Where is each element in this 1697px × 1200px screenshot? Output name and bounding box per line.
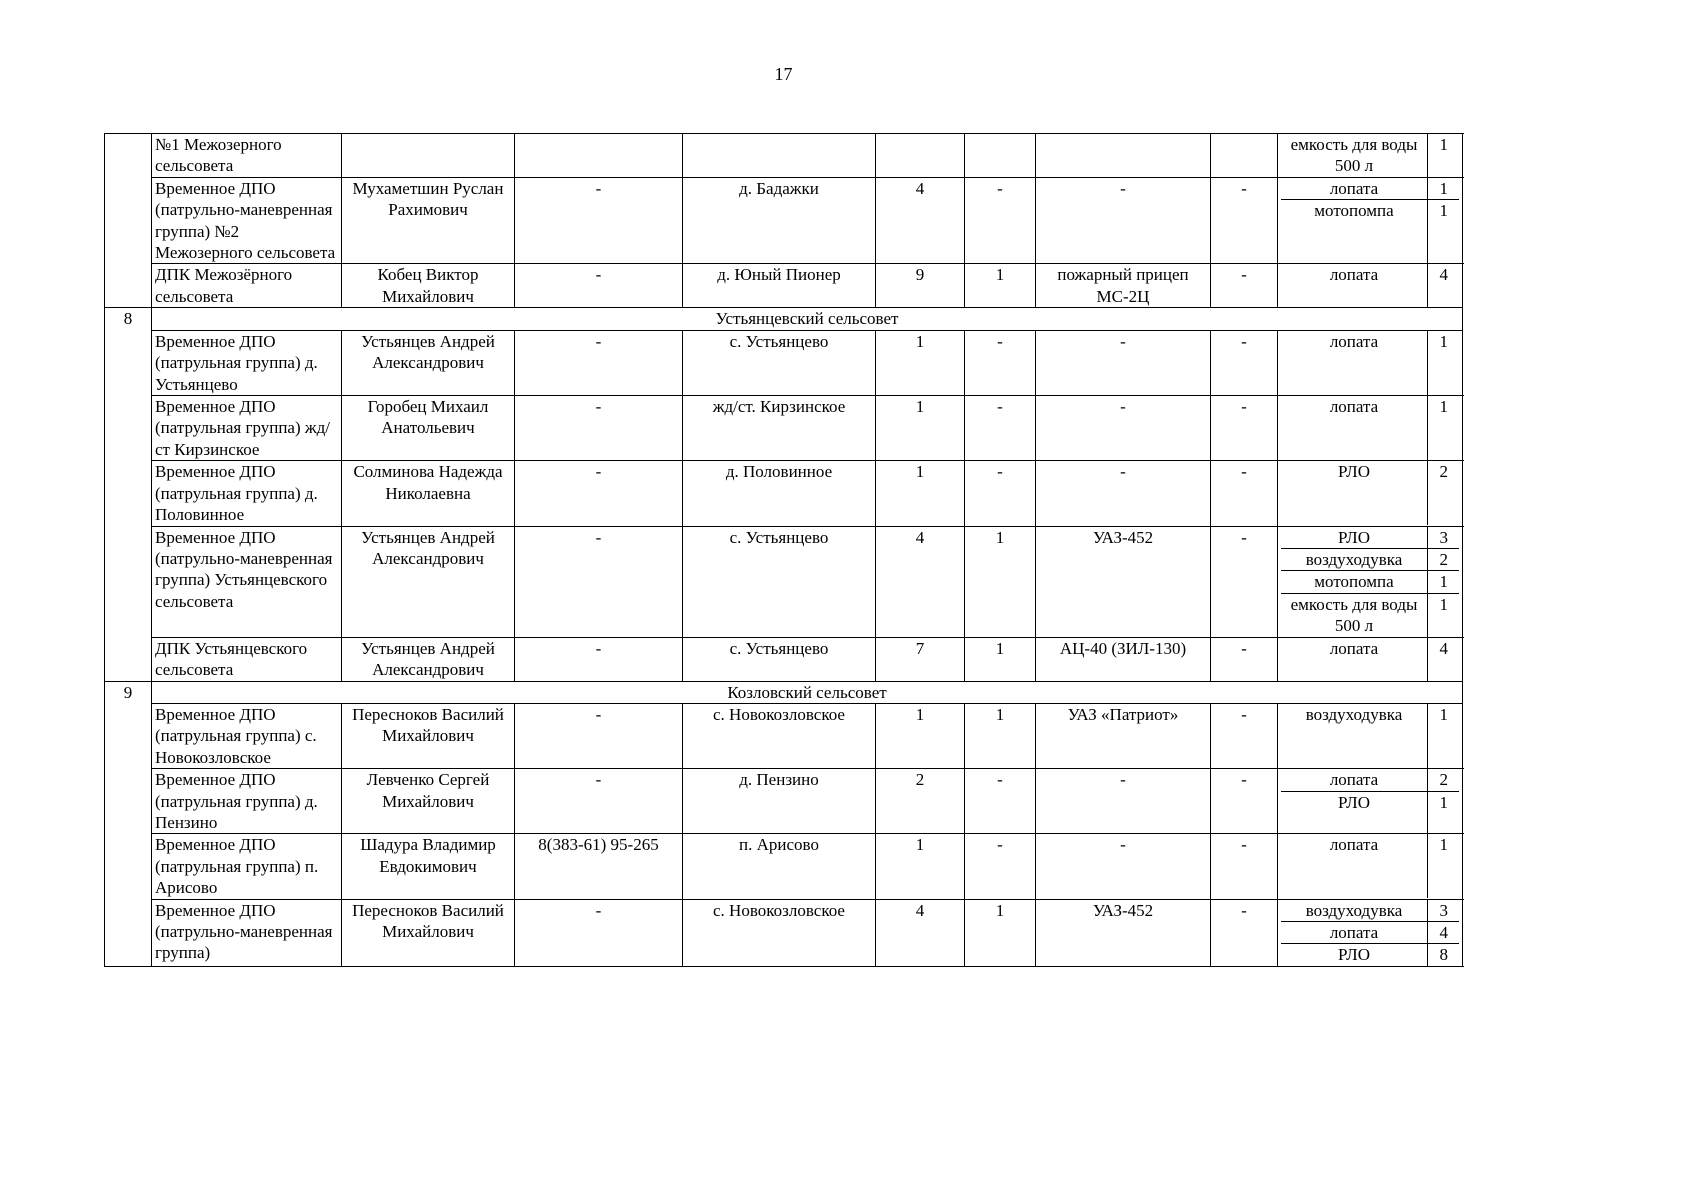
unit-name-cell: Временное ДПО (патрульно-маневренная группа) №2 Межозерного сельсовета — [152, 177, 342, 264]
location-cell: д. Половинное — [683, 461, 876, 526]
location-cell: д. Юный Пионер — [683, 264, 876, 308]
inventory-item-name: лопата — [1281, 769, 1428, 790]
inventory-cell — [1278, 526, 1463, 637]
head-name-cell: Устьянцев Андрей Александрович — [342, 330, 515, 395]
phone-cell: 8(383-61) 95-265 — [515, 834, 683, 899]
staff-count-cell: 2 — [876, 769, 965, 834]
location-cell: д. Бадажки — [683, 177, 876, 264]
section-number: 9 — [105, 681, 152, 966]
inventory-cell — [1278, 834, 1463, 899]
head-name-cell: Кобец Виктор Михайлович — [342, 264, 515, 308]
phone-cell: - — [515, 703, 683, 768]
inventory-item-name: лопата — [1281, 178, 1428, 199]
inventory-item-name: РЛО — [1281, 944, 1428, 965]
inventory-item-name: РЛО — [1281, 527, 1428, 548]
head-name-cell: Левченко Сергей Михайлович — [342, 769, 515, 834]
inventory-item — [1281, 792, 1459, 833]
table-row — [105, 461, 1463, 526]
head-name-cell: Мухаметшин Руслан Рахимович — [342, 177, 515, 264]
inventory-item-name: мотопомпа — [1281, 200, 1428, 263]
vehicle-count-cell — [965, 134, 1036, 178]
unit-name-cell: ДПК Межозёрного сельсовета — [152, 264, 342, 308]
unit-name-cell: Временное ДПО (патрульная группа) д. Пензино — [152, 769, 342, 834]
staff-count-cell: 1 — [876, 396, 965, 461]
vehicle-count-cell: 1 — [965, 703, 1036, 768]
extra-cell: - — [1211, 526, 1278, 637]
inventory-list — [1281, 396, 1459, 460]
table-row — [105, 526, 1463, 637]
inventory-item-qty: 1 — [1439, 792, 1448, 812]
inventory-item-qty: 3 — [1439, 900, 1448, 920]
inventory-item — [1281, 200, 1459, 263]
phone-cell: - — [515, 330, 683, 395]
vehicle-cell: - — [1036, 769, 1211, 834]
inventory-list — [1281, 638, 1459, 681]
table-row — [105, 834, 1463, 899]
unit-name-cell: Временное ДПО (патрульно-маневренная группа) — [152, 899, 342, 966]
inventory-item-name: воздуходувка — [1281, 704, 1428, 768]
head-name-cell: Шадура Владимир Евдокимович — [342, 834, 515, 899]
inventory-item-qty: 2 — [1439, 462, 1448, 482]
phone-cell: - — [515, 526, 683, 637]
table-row — [105, 177, 1463, 264]
inventory-list — [1281, 331, 1459, 395]
inventory-item-qty: 1 — [1439, 704, 1448, 724]
head-name-cell: Горобец Михаил Анатольевич — [342, 396, 515, 461]
extra-cell: - — [1211, 396, 1278, 461]
head-name-cell: Солминова Надежда Николаевна — [342, 461, 515, 526]
unit-name-cell: Временное ДПО (патрульная группа) жд/ст Кирзинское — [152, 396, 342, 461]
inventory-cell — [1278, 134, 1463, 178]
vehicle-count-cell: - — [965, 834, 1036, 899]
vehicle-count-cell: 1 — [965, 637, 1036, 681]
vehicle-cell: УАЗ «Патриот» — [1036, 703, 1211, 768]
phone-cell: - — [515, 177, 683, 264]
inventory-item — [1281, 571, 1459, 593]
inventory-item-name: лопата — [1281, 264, 1428, 307]
unit-name-cell: Временное ДПО (патрульная группа) с. Новокозловское — [152, 703, 342, 768]
head-name-cell: Устьянцев Андрей Александрович — [342, 637, 515, 681]
inventory-item — [1281, 594, 1459, 637]
table-row — [105, 330, 1463, 395]
vehicle-count-cell: 1 — [965, 264, 1036, 308]
inventory-cell — [1278, 899, 1463, 966]
vehicle-cell: - — [1036, 834, 1211, 899]
vehicle-cell: - — [1036, 461, 1211, 526]
unit-name-cell: Временное ДПО (патрульная группа) п. Арисово — [152, 834, 342, 899]
inventory-item-qty: 1 — [1439, 835, 1448, 855]
inventory-item — [1281, 944, 1459, 965]
section-number — [105, 134, 152, 308]
unit-name-cell: Временное ДПО (патрульно-маневренная группа) Устьянцевского сельсовета — [152, 526, 342, 637]
inventory-item-name: лопата — [1281, 331, 1428, 395]
staff-count-cell: 4 — [876, 177, 965, 264]
inventory-item-qty: 1 — [1439, 201, 1448, 221]
vehicle-cell: пожарный прицеп МС-2Ц — [1036, 264, 1211, 308]
section-title: Козловский сельсовет — [152, 681, 1463, 703]
inventory-list — [1281, 134, 1459, 177]
inventory-item — [1281, 704, 1459, 768]
head-name-cell: Пересноков Василий Михайлович — [342, 703, 515, 768]
section-header-row — [105, 681, 1463, 703]
inventory-item-qty: 1 — [1439, 135, 1448, 154]
inventory-item-name: лопата — [1281, 922, 1428, 943]
inventory-item — [1281, 178, 1459, 200]
inventory-item-qty: 1 — [1439, 178, 1448, 198]
extra-cell: - — [1211, 637, 1278, 681]
head-name-cell: Устьянцев Андрей Александрович — [342, 526, 515, 637]
location-cell: д. Пензино — [683, 769, 876, 834]
unit-name-cell: ДПК Устьянцевского сельсовета — [152, 637, 342, 681]
inventory-list — [1281, 769, 1459, 832]
inventory-item — [1281, 134, 1459, 177]
vehicle-cell: - — [1036, 177, 1211, 264]
inventory-list — [1281, 900, 1459, 966]
inventory-item-name: мотопомпа — [1281, 571, 1428, 592]
inventory-cell — [1278, 461, 1463, 526]
vehicle-count-cell: - — [965, 330, 1036, 395]
vehicle-count-cell: 1 — [965, 526, 1036, 637]
inventory-item-name: емкость для воды 500 л — [1281, 134, 1428, 177]
inventory-item — [1281, 922, 1459, 944]
staff-count-cell: 1 — [876, 330, 965, 395]
vehicle-count-cell: - — [965, 461, 1036, 526]
location-cell — [683, 134, 876, 178]
table-row — [105, 703, 1463, 768]
inventory-item-qty: 8 — [1439, 945, 1448, 965]
unit-name-cell: №1 Межозерного сельсовета — [152, 134, 342, 178]
inventory-list — [1281, 834, 1459, 898]
phone-cell: - — [515, 264, 683, 308]
inventory-item-qty: 4 — [1439, 638, 1448, 658]
vehicle-cell: - — [1036, 330, 1211, 395]
staff-count-cell: 4 — [876, 899, 965, 966]
location-cell: с. Устьянцево — [683, 330, 876, 395]
inventory-item — [1281, 264, 1459, 307]
page-number: 17 — [774, 64, 793, 84]
location-cell: п. Арисово — [683, 834, 876, 899]
section-header-row — [105, 308, 1463, 330]
inventory-item-qty: 4 — [1439, 265, 1448, 285]
phone-cell: - — [515, 396, 683, 461]
table-row — [105, 264, 1463, 308]
inventory-item — [1281, 331, 1459, 395]
inventory-list — [1281, 264, 1459, 307]
vehicle-cell — [1036, 134, 1211, 178]
inventory-item-name: лопата — [1281, 638, 1428, 681]
extra-cell — [1211, 134, 1278, 178]
inventory-list — [1281, 178, 1459, 263]
extra-cell: - — [1211, 461, 1278, 526]
inventory-item — [1281, 769, 1459, 791]
inventory-item-name: воздуходувка — [1281, 549, 1428, 570]
staff-count-cell: 1 — [876, 834, 965, 899]
table-row — [105, 769, 1463, 834]
head-name-cell: Пересноков Василий Михайлович — [342, 899, 515, 966]
location-cell: с. Устьянцево — [683, 637, 876, 681]
location-cell: с. Устьянцево — [683, 526, 876, 637]
vehicle-cell: - — [1036, 396, 1211, 461]
table-row — [105, 637, 1463, 681]
table-row — [105, 899, 1463, 966]
inventory-item-qty: 1 — [1439, 572, 1448, 592]
unit-name-cell: Временное ДПО (патрульная группа) д. Половинное — [152, 461, 342, 526]
vehicle-cell: АЦ-40 (ЗИЛ-130) — [1036, 637, 1211, 681]
staff-count-cell: 1 — [876, 703, 965, 768]
extra-cell: - — [1211, 834, 1278, 899]
section-number: 8 — [105, 308, 152, 681]
inventory-item — [1281, 834, 1459, 898]
inventory-item-qty: 1 — [1439, 397, 1448, 417]
inventory-cell — [1278, 396, 1463, 461]
staff-count-cell: 4 — [876, 526, 965, 637]
inventory-item-name: лопата — [1281, 834, 1428, 898]
extra-cell: - — [1211, 177, 1278, 264]
inventory-item-qty: 1 — [1439, 594, 1448, 614]
inventory-item — [1281, 527, 1459, 549]
location-cell: жд/ст. Кирзинское — [683, 396, 876, 461]
inventory-item — [1281, 549, 1459, 571]
inventory-item-name: лопата — [1281, 396, 1428, 460]
staff-count-cell: 9 — [876, 264, 965, 308]
vehicle-cell: УАЗ-452 — [1036, 899, 1211, 966]
inventory-cell — [1278, 330, 1463, 395]
phone-cell: - — [515, 461, 683, 526]
unit-name-cell: Временное ДПО (патрульная группа) д. Устьянцево — [152, 330, 342, 395]
inventory-cell — [1278, 177, 1463, 264]
phone-cell: - — [515, 899, 683, 966]
inventory-cell — [1278, 769, 1463, 834]
inventory-list — [1281, 704, 1459, 768]
inventory-item — [1281, 461, 1459, 525]
inventory-item-qty: 3 — [1439, 527, 1448, 547]
inventory-item-qty: 4 — [1439, 923, 1448, 942]
inventory-item-name: РЛО — [1281, 461, 1428, 525]
table-row — [105, 396, 1463, 461]
location-cell: с. Новокозловское — [683, 703, 876, 768]
fire-units-table — [104, 133, 1463, 967]
inventory-list — [1281, 527, 1459, 637]
staff-count-cell: 1 — [876, 461, 965, 526]
staff-count-cell — [876, 134, 965, 178]
vehicle-count-cell: - — [965, 177, 1036, 264]
location-cell: с. Новокозловское — [683, 899, 876, 966]
inventory-item-name: емкость для воды 500 л — [1281, 594, 1428, 637]
inventory-item — [1281, 638, 1459, 681]
table-row — [105, 134, 1463, 178]
vehicle-cell: УАЗ-452 — [1036, 526, 1211, 637]
inventory-cell — [1278, 703, 1463, 768]
inventory-item-name: воздуходувка — [1281, 900, 1428, 921]
vehicle-count-cell: 1 — [965, 899, 1036, 966]
inventory-cell — [1278, 637, 1463, 681]
phone-cell — [515, 134, 683, 178]
inventory-cell — [1278, 264, 1463, 308]
inventory-item-qty: 2 — [1439, 549, 1448, 569]
vehicle-count-cell: - — [965, 769, 1036, 834]
head-name-cell — [342, 134, 515, 178]
extra-cell: - — [1211, 703, 1278, 768]
extra-cell: - — [1211, 769, 1278, 834]
inventory-item — [1281, 396, 1459, 460]
inventory-list — [1281, 461, 1459, 525]
inventory-item-qty: 1 — [1439, 331, 1448, 351]
extra-cell: - — [1211, 330, 1278, 395]
vehicle-count-cell: - — [965, 396, 1036, 461]
extra-cell: - — [1211, 899, 1278, 966]
phone-cell: - — [515, 637, 683, 681]
staff-count-cell: 7 — [876, 637, 965, 681]
inventory-item-qty: 2 — [1439, 770, 1448, 790]
inventory-item-name: РЛО — [1281, 792, 1428, 833]
inventory-item — [1281, 900, 1459, 922]
extra-cell: - — [1211, 264, 1278, 308]
section-title: Устьянцевский сельсовет — [152, 308, 1463, 330]
phone-cell: - — [515, 769, 683, 834]
